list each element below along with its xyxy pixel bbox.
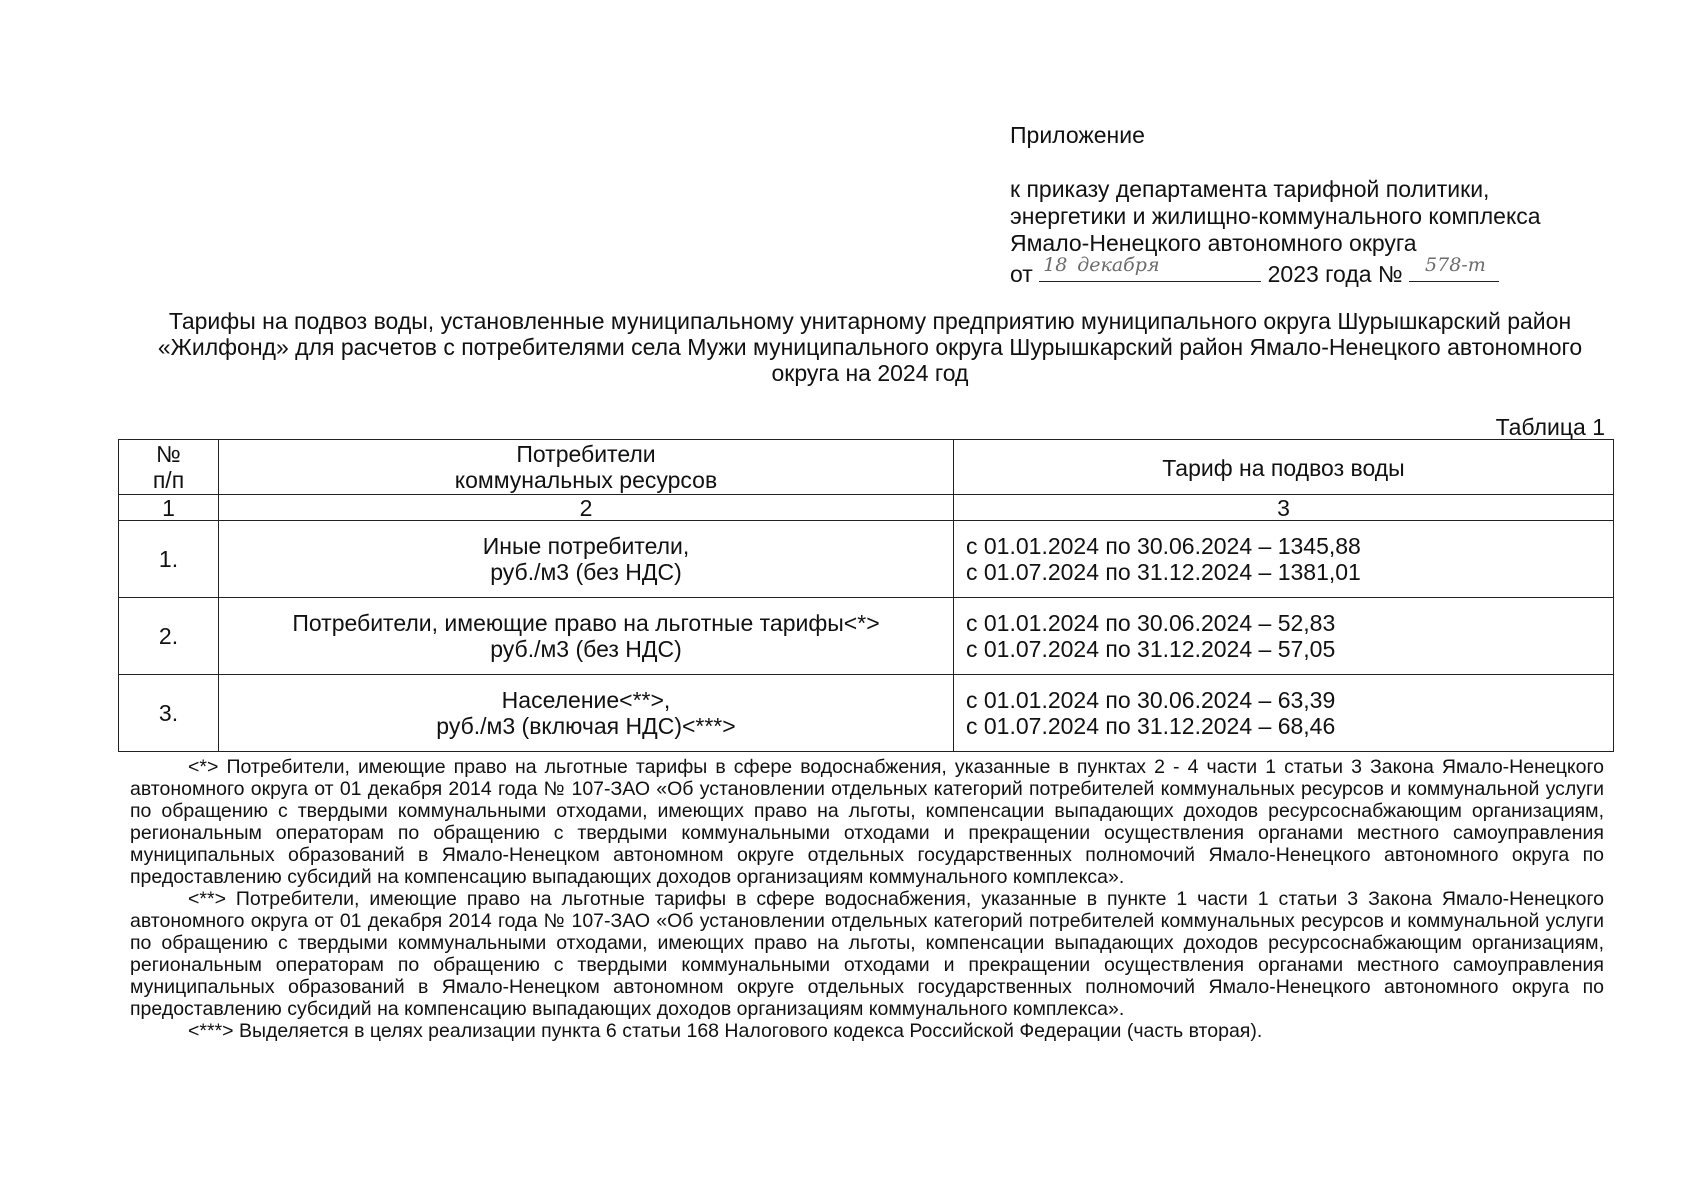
column-index: 1 <box>119 495 219 521</box>
consumer-line2: руб./м3 (без НДС) <box>490 636 682 662</box>
column-index: 2 <box>219 495 954 521</box>
header-number-line1: № <box>156 441 181 467</box>
tariff-line1: с 01.01.2024 по 30.06.2024 – 52,83 <box>966 610 1336 636</box>
tariff-table <box>118 439 1614 752</box>
table-row <box>119 598 1614 675</box>
footnotes <box>130 756 1604 1042</box>
document-title: Тарифы на подвоз воды, установленные муниципальному унитарному предприятию муниципального округа Шурышкарский район «Жилфонд» для расчетов с потребителями села Мужи муниципального округа Шурышкарский район Ямало-Ненецкого автономного округа на 2024 год <box>157 308 1583 386</box>
year-text: 2023 года № <box>1267 261 1403 287</box>
footnote-2: <**> Потребители, имеющие право на льготные тарифы в сфере водоснабжения, указанные в пункте 1 части 1 статьи 3 Закона Ямало-Ненецкого автономного округа от 01 декабря 2014 года № 107-ЗАО «Об установлении отдельных категорий потребителей коммунальных ресурсов и коммунальной услуги по обращению с твердыми коммунальными отходами, имеющих право на льготы, компенсации выпадающих доходов ресурсоснабжающим организациям, региональным операторам по обращению с твердыми коммунальными отходами и прекращении осуществления органами местного самоуправления муниципальных образований в Ямало-Ненецком автономном округе отдельных государственных полномочий Ямало-Ненецкого автономного округа по предоставлению субсидий на компенсацию выпадающих доходов организациям коммунального комплекса». <box>130 888 1604 1020</box>
appendix-block <box>1010 122 1630 288</box>
header-number <box>119 440 219 495</box>
appendix-date-line <box>1010 254 1630 288</box>
consumer-line1: Потребители, имеющие право на льготные тарифы<*> <box>292 610 880 636</box>
table-row <box>119 675 1614 752</box>
row-number: 2. <box>119 598 219 675</box>
consumer-line1: Население<**>, <box>501 687 671 713</box>
footnote-3: <***> Выделяется в целях реализации пункта 6 статьи 168 Налогового кодекса Российской Федерации (часть вторая). <box>188 1020 1263 1042</box>
header-consumers-line2: коммунальных ресурсов <box>454 467 718 493</box>
row-consumer <box>219 521 954 598</box>
row-tariff <box>954 521 1614 598</box>
column-index-row <box>119 495 1614 521</box>
header-tariff: Тариф на подвоз воды <box>954 440 1614 495</box>
appendix-line-3: Ямало-Ненецкого автономного округа <box>1010 230 1417 256</box>
table-header-row <box>119 440 1614 495</box>
from-label: от <box>1010 261 1033 287</box>
tariff-line1: с 01.01.2024 по 30.06.2024 – 63,39 <box>966 687 1336 713</box>
date-signature-line <box>1039 254 1261 282</box>
tariff-line2: с 01.07.2024 по 31.12.2024 – 68,46 <box>966 713 1336 739</box>
row-number: 3. <box>119 675 219 752</box>
row-tariff <box>954 598 1614 675</box>
header-consumers <box>219 440 954 495</box>
handwritten-number: 578-т <box>1425 254 1486 276</box>
tariff-line2: с 01.07.2024 по 31.12.2024 – 57,05 <box>966 636 1336 662</box>
appendix-line-2: энергетики и жилищно-коммунального комплекса <box>1010 203 1541 229</box>
appendix-title: Приложение <box>1010 122 1145 148</box>
footnote-1: <*> Потребители, имеющие право на льготные тарифы в сфере водоснабжения, указанные в пунктах 2 - 4 части 1 статьи 3 Закона Ямало-Ненецкого автономного округа от 01 декабря 2014 года № 107-ЗАО «Об установлении отдельных категорий потребителей коммунальных ресурсов и коммунальной услуги по обращению с твердыми коммунальными отходами, имеющих право на льготы, компенсации выпадающих доходов ресурсоснабжающим организациям, региональным операторам по обращению с твердыми коммунальными отходами и прекращении осуществления органами местного самоуправления муниципальных образований в Ямало-Ненецком автономном округе отдельных государственных полномочий Ямало-Ненецкого автономного округа по предоставлению субсидий на компенсацию выпадающих доходов организациям коммунального комплекса». <box>130 756 1604 888</box>
row-consumer <box>219 675 954 752</box>
column-index: 3 <box>954 495 1614 521</box>
table-label: Таблица 1 <box>1495 414 1605 440</box>
tariff-line2: с 01.07.2024 по 31.12.2024 – 1381,01 <box>966 559 1361 585</box>
header-number-line2: п/п <box>152 467 185 493</box>
header-consumers-line1: Потребители <box>516 441 656 467</box>
row-tariff <box>954 675 1614 752</box>
appendix-line-1: к приказу департамента тарифной политики, <box>1010 176 1490 202</box>
table-row <box>119 521 1614 598</box>
tariff-line1: с 01.01.2024 по 30.06.2024 – 1345,88 <box>966 533 1361 559</box>
consumer-line2: руб./м3 (включая НДС)<***> <box>436 713 736 739</box>
handwritten-day: 18 <box>1043 254 1068 276</box>
row-number: 1. <box>119 521 219 598</box>
handwritten-month: декабря <box>1077 254 1160 276</box>
row-consumer <box>219 598 954 675</box>
consumer-line2: руб./м3 (без НДС) <box>490 559 682 585</box>
consumer-line1: Иные потребители, <box>482 533 690 559</box>
number-signature-line <box>1409 254 1499 282</box>
